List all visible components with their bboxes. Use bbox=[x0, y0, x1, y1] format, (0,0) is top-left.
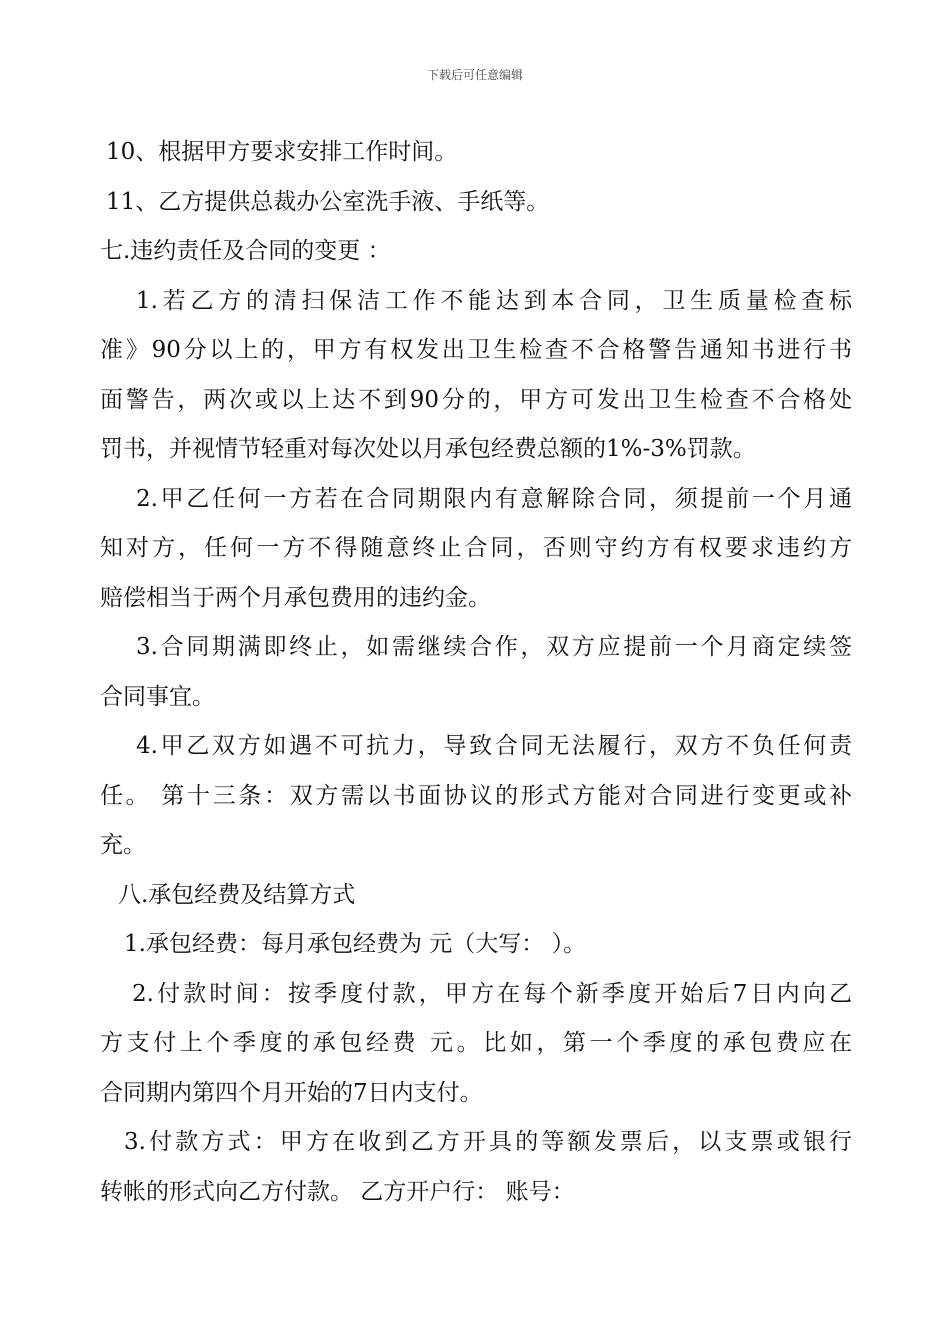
document-body bbox=[100, 128, 852, 1217]
section-7-heading: 七.违约责任及合同的变更 ： bbox=[100, 238, 391, 264]
paragraph-line: 4.甲乙双方如遇不可抗力，导致合同无法履行，双方不负任何责 bbox=[136, 733, 852, 759]
paragraph-line: 任。 第十三条：双方需以书面协议的形式方能对合同进行变更或补 bbox=[100, 782, 852, 809]
paragraph-line: 准》90分以上的，甲方有权发出卫生检查不合格警告通知书进行书 bbox=[100, 337, 852, 363]
section-8-heading: 八.承包经费及结算方式 bbox=[118, 881, 356, 908]
paragraph-line: 罚书，并视情节轻重对每次处以月承包经费总额的1%-3%罚款。 bbox=[100, 436, 756, 462]
paragraph-line: 合同期内第四个月开始的7日内支付。 bbox=[100, 1079, 483, 1106]
paragraph-line: 3.合同期满即终止，如需继续合作，双方应提前一个月商定续签 bbox=[136, 634, 852, 660]
paragraph-line: 转帐的形式向乙方付款。 乙方开户行： 账号： bbox=[100, 1178, 575, 1205]
paragraph-line: 2.甲乙任何一方若在合同期限内有意解除合同，须提前一个月通 bbox=[136, 485, 852, 512]
paragraph-line: 2.付款时间：按季度付款，甲方在每个新季度开始后7日内向乙 bbox=[132, 980, 852, 1007]
paragraph-line: 3.付款方式：甲方在收到乙方开具的等额发票后，以支票或银行 bbox=[124, 1129, 852, 1155]
paragraph-line: 充。 bbox=[100, 832, 146, 858]
paragraph-line: 合同事宜。 bbox=[100, 683, 215, 710]
paragraph-line: 知对方，任何一方不得随意终止合同，否则守约方有权要求违约方 bbox=[100, 535, 852, 561]
paragraph-line: 面警告，两次或以上达不到90分的，甲方可发出卫生检查不合格处 bbox=[100, 386, 852, 413]
paragraph-line: 方支付上个季度的承包经费 元。比如，第一个季度的承包费应在 bbox=[100, 1030, 852, 1056]
clause-11: 11、乙方提供总裁办公室洗手液、手纸等。 bbox=[106, 188, 550, 215]
clause-10: 10、根据甲方要求安排工作时间。 bbox=[106, 139, 458, 165]
paragraph-line: 赔偿相当于两个月承包费用的违约金。 bbox=[100, 584, 491, 611]
page-header: 下载后可任意编辑 bbox=[426, 68, 523, 82]
paragraph-line: 1.承包经费：每月承包经费为 元（大写： ）。 bbox=[124, 931, 587, 957]
paragraph-line: 1.若乙方的清扫保洁工作不能达到本合同，卫生质量检查标 bbox=[136, 287, 852, 314]
